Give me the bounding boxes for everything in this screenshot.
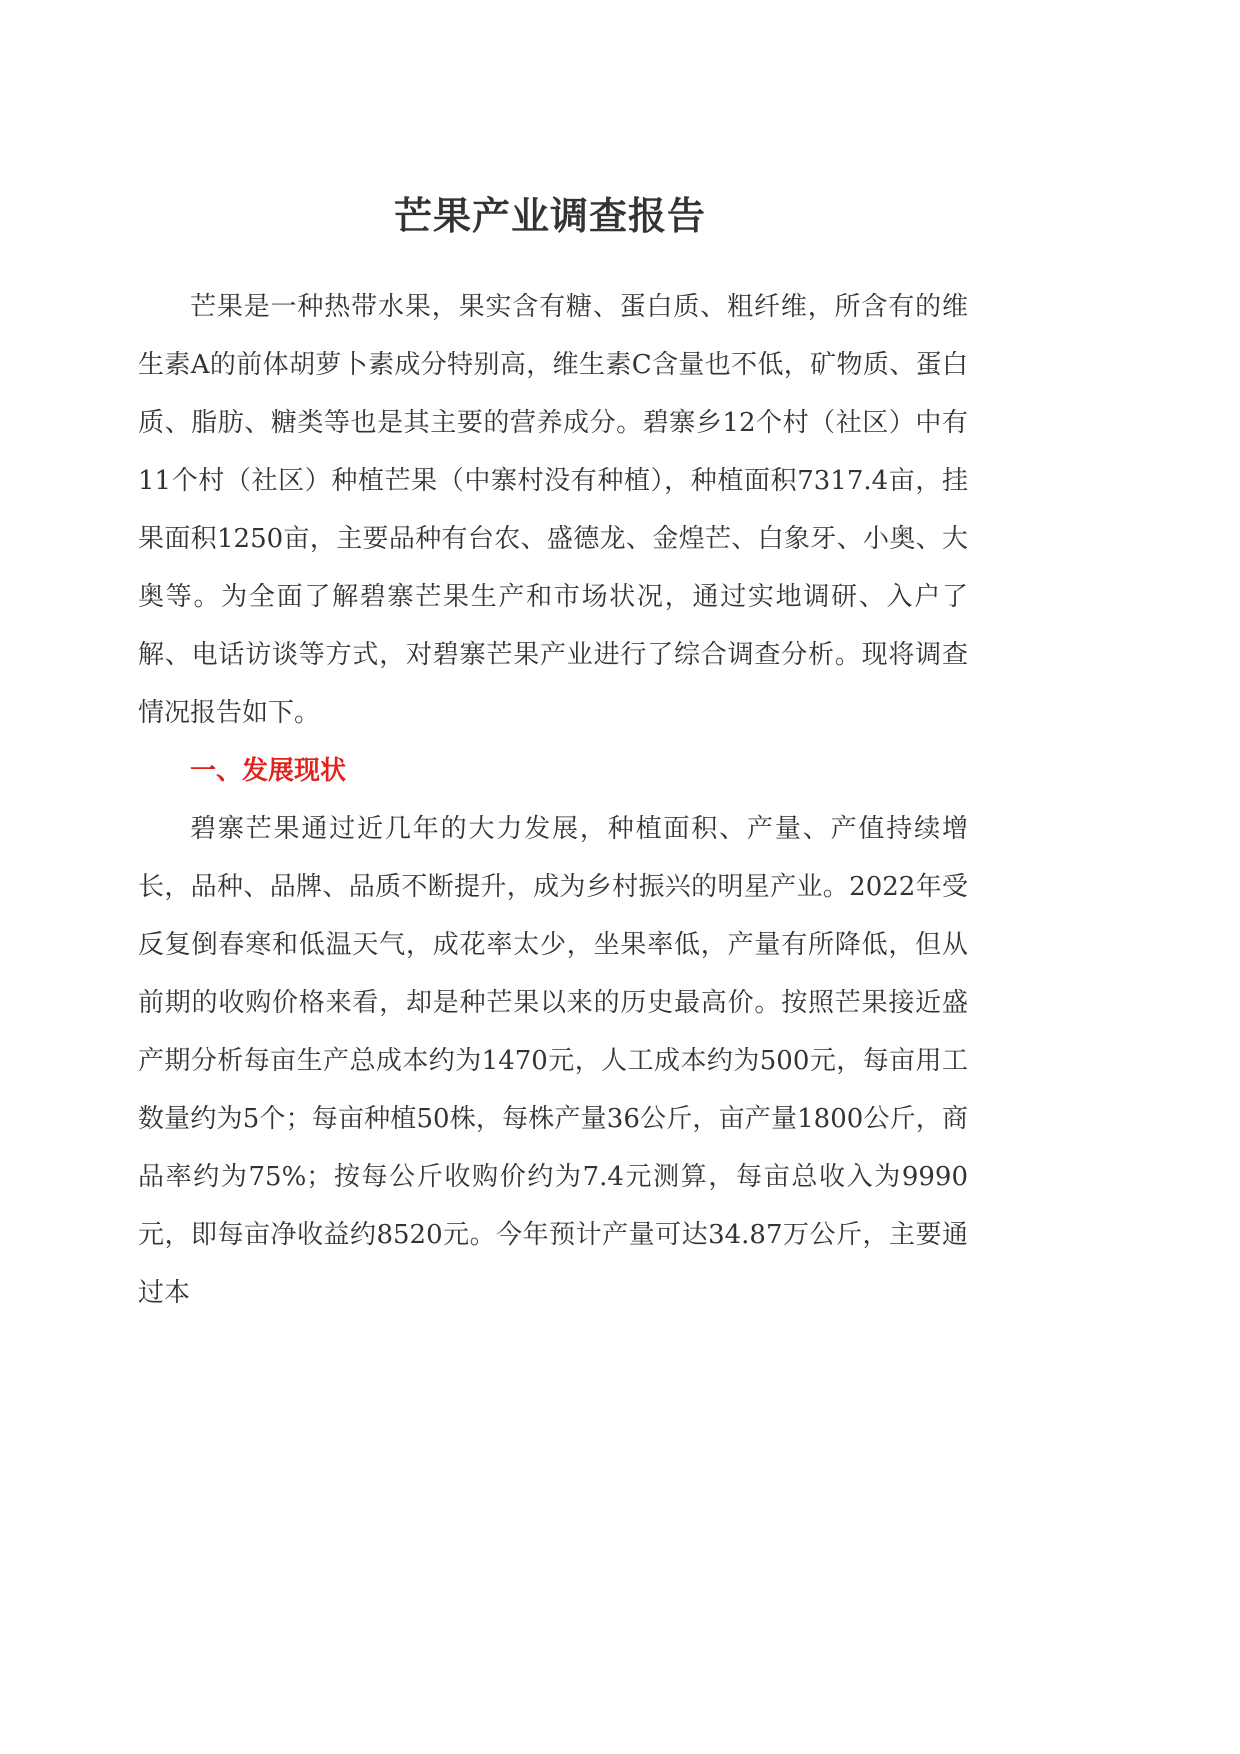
section-paragraph-development-status: 碧寨芒果通过近几年的大力发展，种植面积、产量、产值持续增长，品种、品牌、品质不断提升，成为乡村振兴的明星产业。2022年受反复倒春寒和低温天气，成花率太少，坐果率低，产量有所降低，但从前期的收购价格来看，却是种芒果以来的历史最高价。按照芒果接近盛产期分析每亩生产总成本约为1470元，人工成本约为500元，每亩用工数量约为5个；每亩种植50株，每株产量36公斤，亩产量1800公斤，商品率约为75%；按每公斤收购价约为7.4元测算，每亩总收入为9990元，即每亩净收益约8520元。今年预计产量可达34.87万公斤，主要通过本 bbox=[138, 814, 968, 1308]
document-body bbox=[138, 278, 968, 1322]
section-heading-development-status: 一、发展现状 bbox=[190, 756, 347, 786]
intro-paragraph: 芒果是一种热带水果，果实含有糖、蛋白质、粗纤维，所含有的维生素A的前体胡萝卜素成分特别高，维生素C含量也不低，矿物质、蛋白质、脂肪、糖类等也是其主要的营养成分。碧寨乡12个村（社区）中有11个村（社区）种植芒果（中寨村没有种植），种植面积7317.4亩，挂果面积1250亩，主要品种有台农、盛德龙、金煌芒、白象牙、小奥、大奥等。为全面了解碧寨芒果生产和市场状况，通过实地调研、入户了解、电话访谈等方式，对碧寨芒果产业进行了综合调查分析。现将调查情况报告如下。 bbox=[138, 292, 968, 728]
document-title: 芒果产业调查报告 bbox=[393, 193, 706, 238]
